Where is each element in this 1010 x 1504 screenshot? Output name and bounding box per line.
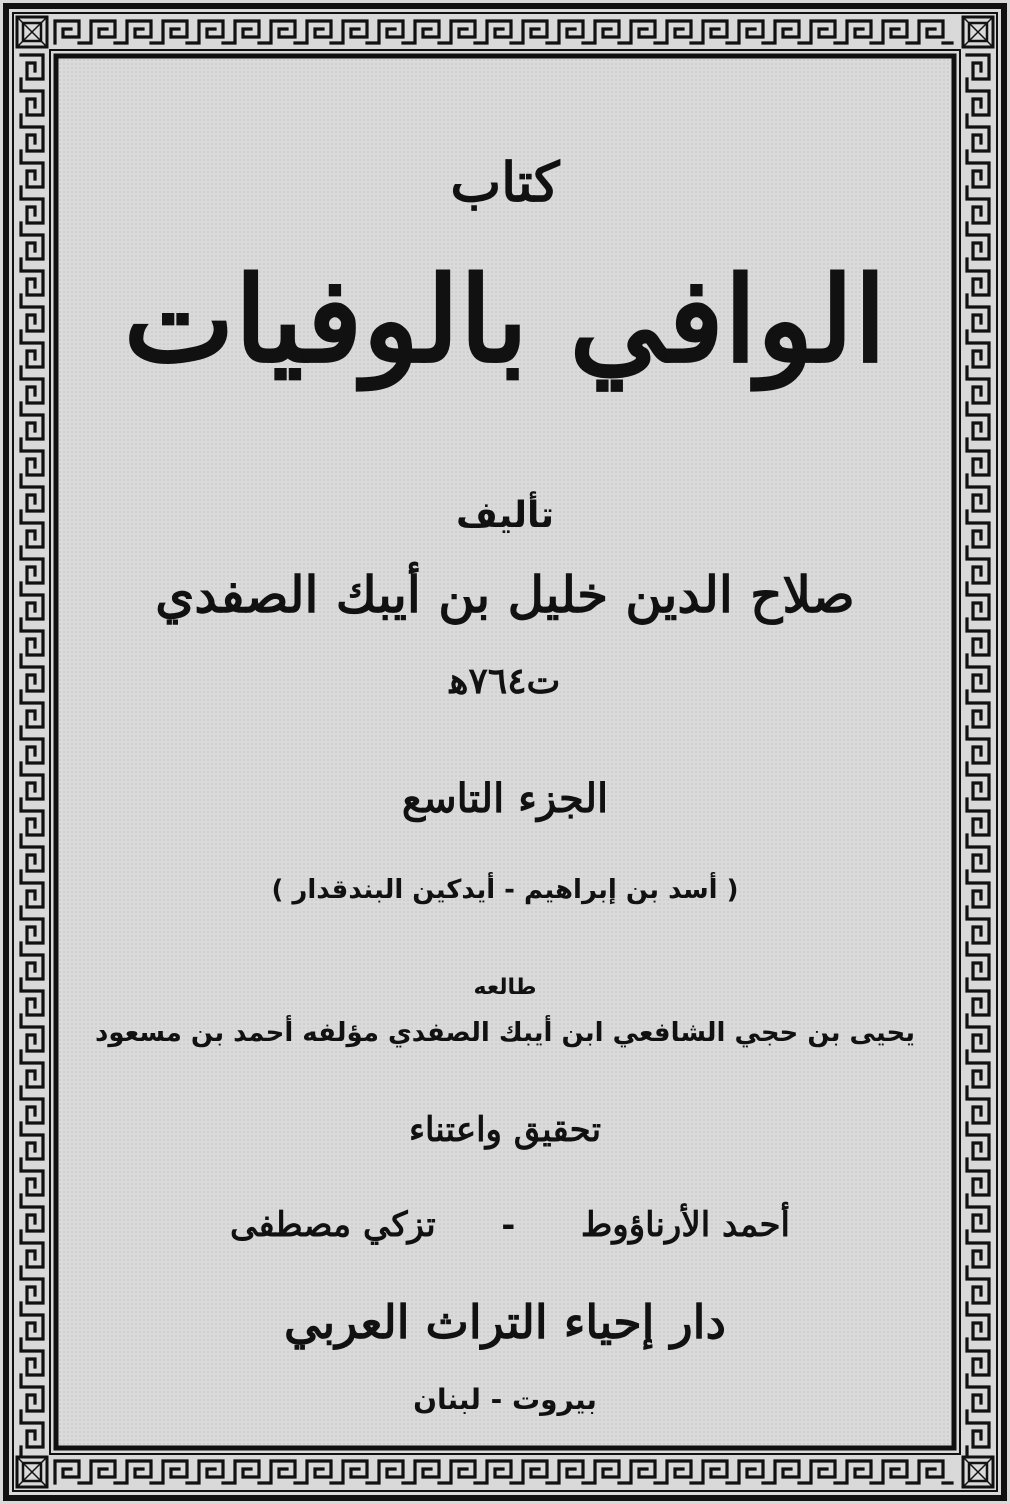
publisher-city: بيروت - لبنان <box>413 1383 597 1416</box>
volume-label: الجزء التاسع <box>401 775 609 822</box>
editing-label: تحقيق واعتناء <box>408 1110 602 1150</box>
editor-separator: - <box>501 1205 516 1245</box>
publisher-name: دار إحياء التراث العربي <box>284 1295 726 1349</box>
death-year: ت٧٦٤ﻫ <box>449 660 561 702</box>
book-title: الوافي بالوفيات <box>123 250 887 389</box>
kitab-label: كتاب <box>450 150 560 214</box>
authorship-label: تأليف <box>455 495 555 536</box>
editors-row <box>230 1205 790 1245</box>
volume-range: ( أسد بن إبراهيم - أيدكين البندقدار ) <box>271 875 739 905</box>
author-name: صلاح الدين خليل بن أيبك الصفدي <box>155 565 855 624</box>
readers-label: طالعه <box>473 975 537 1000</box>
editor-1: أحمد الأرناؤوط <box>580 1205 790 1245</box>
readers-names: يحيى بن حجي الشافعي ابن أيبك الصفدي مؤلفه أحمد بن مسعود <box>95 1018 915 1048</box>
editor-2: تزكي مصطفى <box>230 1205 436 1245</box>
